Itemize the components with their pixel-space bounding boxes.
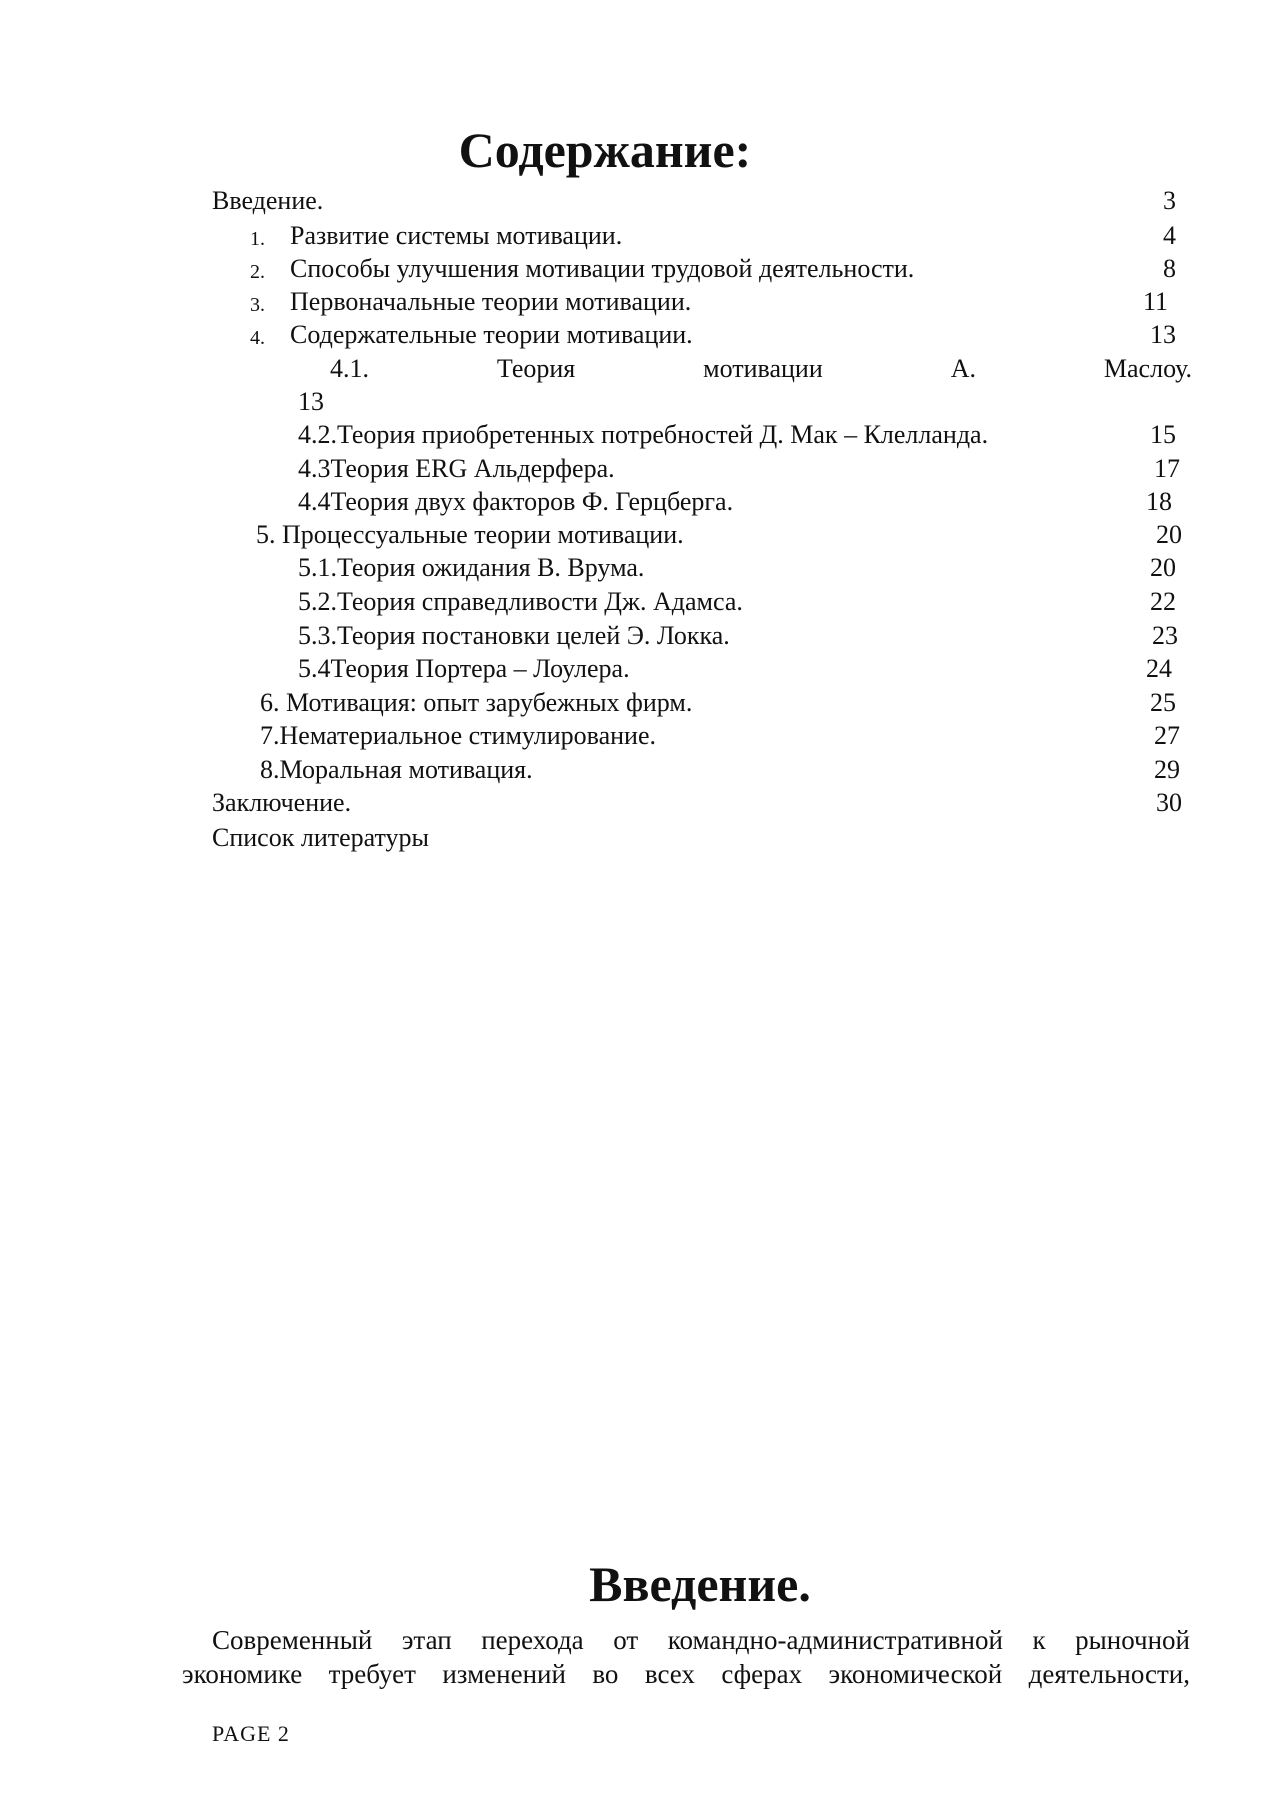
toc-sub5-label[interactable]: 5.2.Теория справедливости Дж. Адамса. [298, 587, 743, 616]
toc-sub5-page: 20 [1150, 553, 1176, 582]
intro-line: Современный этап перехода от командно-административной к рыночной [212, 1625, 1190, 1655]
toc-sub5-page: 24 [1146, 654, 1172, 683]
toc-maslow-part: мотивации [703, 354, 823, 383]
toc-sub5-page: 22 [1150, 587, 1176, 616]
toc-conclusion-label[interactable]: Заключение. [212, 788, 352, 817]
toc-item-num: 1. [250, 228, 265, 250]
toc-sub5-label[interactable]: 5.1.Теория ожидания В. Врума. [298, 553, 645, 582]
toc-sec-label[interactable]: 8.Моральная мотивация. [260, 755, 533, 784]
intro-paragraph [182, 1623, 1190, 1691]
intro-line: экономике требует изменений во всех сферах экономической деятельности, [182, 1659, 1190, 1689]
toc-maslow-part: Маслоу. [1103, 354, 1192, 383]
toc-item-label[interactable]: Содержательные теории мотивации. [290, 320, 693, 349]
toc-item-num: 4. [250, 327, 265, 349]
toc-conclusion-page: 30 [1156, 788, 1182, 817]
toc-item-num: 2. [250, 261, 265, 283]
toc-sub5-page: 23 [1152, 621, 1178, 650]
toc-sub4-label[interactable]: 4.4Теория двух факторов Ф. Герцберга. [298, 487, 734, 516]
toc-sub4-page: 17 [1154, 454, 1180, 483]
toc-sub4-label[interactable]: 4.2.Теория приобретенных потребностей Д. Мак – Клелланда. [298, 420, 989, 449]
toc-maslow-part: 4.1. [330, 354, 369, 383]
toc-sub4-page: 18 [1146, 487, 1172, 516]
toc-maslow-row[interactable] [330, 352, 1192, 386]
toc-references-label[interactable]: Список литературы [212, 823, 429, 852]
toc-item-num: 3. [250, 294, 265, 316]
toc-sub5-label[interactable]: 5.3.Теория постановки целей Э. Локка. [298, 621, 730, 650]
toc-item-label[interactable]: Способы улучшения мотивации трудовой деятельности. [290, 254, 915, 283]
toc-item-page: 8 [1163, 254, 1176, 283]
toc-sub5-label[interactable]: 5.4Теория Портера – Лоулера. [298, 654, 630, 683]
toc-item-page: 4 [1163, 221, 1176, 250]
toc-item-label[interactable]: Первоначальные теории мотивации. [290, 287, 692, 316]
toc-sec-page: 25 [1150, 688, 1176, 717]
toc-maslow-page: 13 [298, 387, 324, 416]
toc-sec5-page: 20 [1156, 520, 1182, 549]
toc-item-page: 13 [1150, 320, 1176, 349]
intro-heading: Введение. [589, 1556, 811, 1612]
toc-sec-page: 29 [1154, 755, 1180, 784]
toc-sec-label[interactable]: 7.Нематериальное стимулирование. [260, 721, 657, 750]
toc-title: Содержание: [458, 122, 752, 178]
toc-item-page: 11 [1142, 287, 1168, 316]
toc-maslow-part: Теория [496, 354, 576, 383]
toc-intro-page: 3 [1163, 186, 1176, 215]
toc-intro-label[interactable]: Введение. [212, 186, 324, 215]
toc-sec-label[interactable]: 6. Мотивация: опыт зарубежных фирм. [260, 688, 693, 717]
toc-sub4-label[interactable]: 4.3Теория ERG Альдерфера. [298, 454, 615, 483]
toc-sec-page: 27 [1154, 721, 1180, 750]
toc-sec5-label[interactable]: 5. Процессуальные теории мотивации. [256, 520, 684, 549]
toc-item-label[interactable]: Развитие системы мотивации. [290, 221, 623, 250]
page-number-footer: PAGE 2 [212, 1721, 290, 1746]
toc-maslow-part: А. [950, 354, 976, 383]
toc-sub4-page: 15 [1150, 420, 1176, 449]
